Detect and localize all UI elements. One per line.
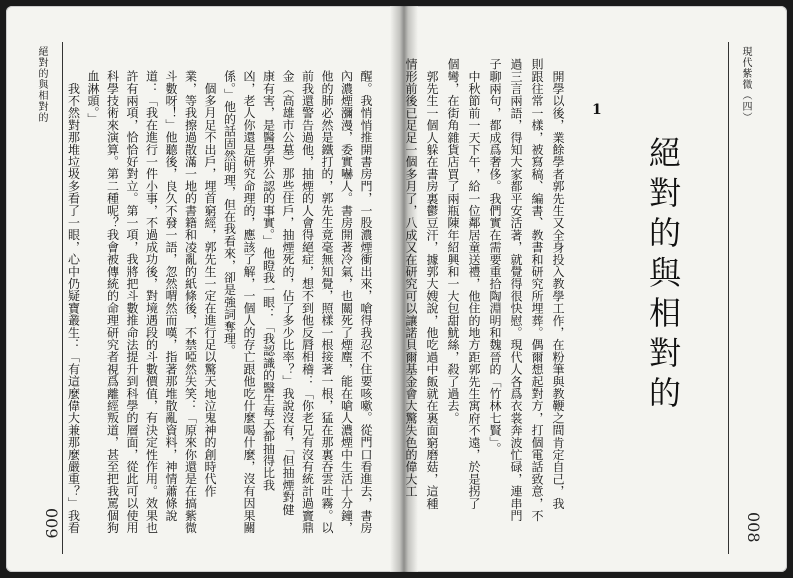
text-column: 道：「我在進行一件小事，不過成功後，對境遇段的斗數價值，有決定性作用。效果也 (144, 70, 159, 534)
chapter-title: 絕對的與相對的 (644, 136, 682, 416)
text-column: 金（高雄市公墓）那些住戶，抽煙死的，佔了多少比率？」我說沒有，「但抽煙對健 (281, 70, 295, 516)
text-column: 中秋節前一天下午，給一位鄰居童送禮，他住的地方距郭先生寓府不遠，於是拐了 (467, 58, 481, 510)
text-column: 凶，老人你還是研究命理的，應該了解，一個人的存亡跟他吃什麼喝什麼，沒有因果關 (242, 70, 256, 534)
chapter-number: 1 (592, 102, 602, 118)
text-column: 內濃煙瀰漫，委實嚇人。書房開著冷氣，也關死了煙塵，能在嗆人濃煙中生活十分鐘， (339, 70, 354, 534)
text-column: 許有兩項，恰恰好對立。第一項，我將把斗數推命法提升到科學的層面，從此可以使用 (125, 70, 139, 534)
text-column: 個彎，在街角雜貨店買了兩瓶陳年紹興和一大包甜魷絲，殺了過去。 (446, 58, 460, 424)
text-column: 子聊兩句，都成爲奢侈。我們實在需要重拾陶淵明和魏晉的「竹林七賢」。 (488, 58, 502, 455)
text-column: 血淋頭。」 (86, 70, 100, 125)
text-column: 過三言兩語，得知大家都平安活著，就覺得很快慰。現代人各爲衣裳奔波忙碌，連串門 (509, 58, 523, 522)
left-page-number: 009 (42, 508, 61, 539)
text-column: 郭先生一個人躲在書房裏鬱豆汗，據郭大嫂說，他吃過中飯就在裏面窮磨菇，這種 (425, 58, 439, 510)
text-column: 康有害，是醫學界公認的事實。」他瞪我一眼：「我認識的醫生每天都抽得比我 (261, 70, 276, 491)
text-column: 開學以後，業餘學者郭先生又全身投入教學工作，在粉筆與教鞭之間肯定自己，我 (551, 58, 565, 510)
left-page-header: 絕對的與相對的 (36, 46, 47, 123)
text-column: 情形前後已足足一個多月了，八成又在研究可以讓諾貝爾基金會大驚失色的偉大工 (404, 58, 418, 498)
text-column: 科學技術來演算。第二種呢？我會被傳統的命理研究者視爲離經叛道，甚至把我罵個狗 (105, 70, 120, 534)
text-column: 斗數呀！」他聽後，良久不發一語，忽然喟然而嘆，指著那堆散亂資料，神情蕭條說 (164, 70, 178, 522)
right-page-header: 現代紫微（四） (740, 46, 751, 123)
text-column: 個多月足不出戶，埋首窮經，郭先生一定在進行足以驚天地泣鬼神的創時代作 (203, 70, 217, 497)
text-column: 前我還警告過他，抽煙的人會得絕症，想不到他反脣相稽：「你老兄有沒有統計過竇鼎 (300, 70, 315, 534)
text-column: 我不然對那堆垃圾多看了一眼，心中仍疑寶叢生：「有這麼偉大兼那麼嚴重？」我看 (66, 70, 81, 534)
text-column: 業，等我擦過散滿一地的書籍和凌亂的紙條後，不禁啞然失笑：「原來你還是在搞紫微 (183, 70, 198, 534)
right-header-rule (728, 42, 729, 554)
text-column: 係。」他的話固然明理，但在我看來，卻是強詞奪理。 (222, 70, 237, 357)
right-page-number: 008 (744, 512, 763, 543)
text-column: 醒。我悄悄推開書房門，一股濃煙衝出來，嗆得我忍不住要咳嗽。從門口看進去，書房 (359, 70, 373, 534)
text-column: 則跟往常一樣，被寫稿、編書、教書和研究所埋葬。偶爾想起對方，打個電話致意，不 (530, 58, 544, 522)
book-spread (6, 6, 787, 572)
text-column: 他的肺必然是鐵打的，郭先生竟毫無知覺，照樣一根接著一根，猛在那裏吞雲吐霧。以 (320, 70, 334, 534)
